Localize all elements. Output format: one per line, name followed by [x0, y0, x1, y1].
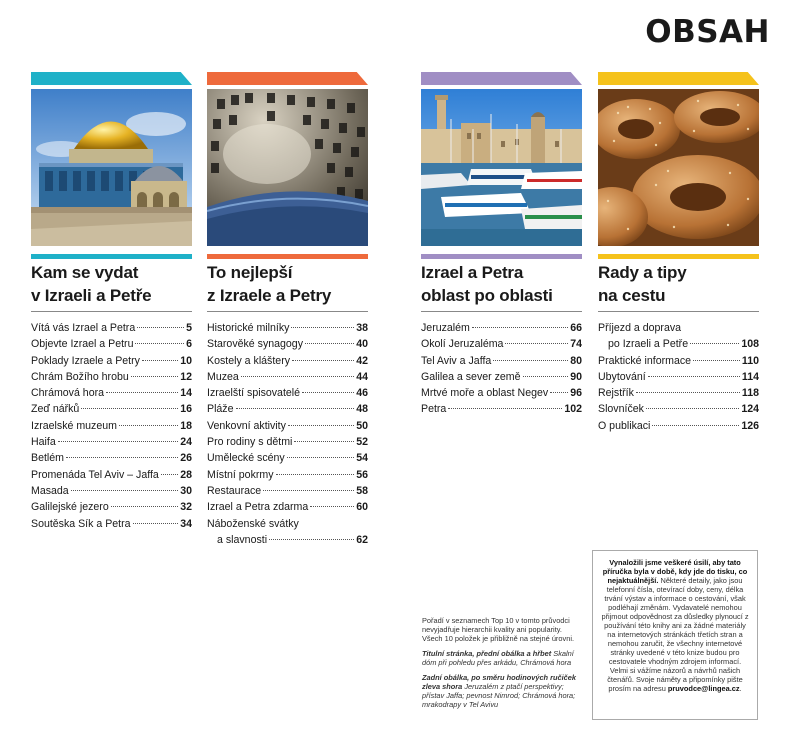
top10-note: Pořadí v seznamech Top 10 v tomto průvodci nevyjadřuje hierarchii kvality ani popularity. Všech 10 položek je přibližně na stejné úrovni. [422, 616, 575, 643]
toc-entry[interactable]: Okolí Jeruzaléma 74 [421, 338, 582, 351]
toc-column-where-to-go [31, 72, 192, 532]
toc-list [598, 312, 759, 434]
toc-entry[interactable]: Pláže 48 [207, 403, 368, 416]
toc-entry[interactable]: Místní pokrmy 56 [207, 468, 368, 481]
toc-entry[interactable]: Izraelské muzeum 18 [31, 419, 192, 432]
heading-line: z Izraele a Petry [207, 286, 332, 305]
column-tab [207, 72, 368, 85]
toc-entry[interactable]: Petra 102 [421, 403, 582, 416]
toc-entry[interactable]: Příjezd a doprava po Izraeli a Petře 108 [598, 322, 759, 351]
sesame-bread-photo [598, 89, 759, 246]
disclaimer-body: Některé detaily, jako jsou telefonní čísla, otevírací doby, ceny, délka trvání výstav a informace o cestování, však podléhají změnám. Vydavatelé nemohou přijmout odpovědnost za důsledky plynoucí z používání této knihy ani za žádné materiály na internetových stránkách třetích stran a nemohou zaručit, že všechny internetové stránky uvedené v této knize budou pro cestovatele vhodným zdrojem informací. Velmi si vážíme názorů a návrhů našich čtenářů. Svoje náměty a připomínky pište prosím na adresu [601, 576, 749, 693]
heading-line: oblast po oblasti [421, 286, 553, 305]
toc-entry[interactable]: Umělecké scény 54 [207, 452, 368, 465]
toc-entry[interactable]: Historické milníky 38 [207, 322, 368, 334]
toc-entry[interactable]: Mrtvé moře a oblast Negev 96 [421, 387, 582, 400]
jaffa-port-photo [421, 89, 582, 246]
toc-column-best-of [207, 72, 368, 548]
toc-entry[interactable]: Venkovní aktivity 50 [207, 419, 368, 432]
heading-rule [31, 254, 192, 259]
toc-column-regions [421, 72, 582, 418]
toc-entry[interactable]: Chrám Božího hrobu 12 [31, 370, 192, 383]
toc-entry[interactable]: Galilejské jezero 32 [31, 501, 192, 514]
hall-of-names-photo [207, 89, 368, 246]
disclaimer-lead: Vynaložili jsme veškeré úsilí, aby tato příručka byla v době, kdy jde do tisku, co nejaktuálnější. [602, 558, 748, 585]
toc-entry[interactable]: Vítá vás Izrael a Petra 5 [31, 322, 192, 334]
heading-line: v Izraeli a Petře [31, 286, 152, 305]
toc-entry[interactable]: Masada 30 [31, 484, 192, 497]
disclaimer-box: Vynaložili jsme veškeré úsilí, aby tato příručka byla v době, kdy jde do tisku, co nejaktuálnější. Některé detaily, jako jsou telefonní čísla, otevírací doby, ceny, délka trvání výstav a informace o cestování, však podléhají změnám. Vydavatelé nemohou přijmout odpovědnost za důsledky plynoucí z používání této knihy ani za žádné materiály na internetových stránkách třetích stran a nemohou zaručit, že všechny internetové stránky uvedené v této knize budou pro cestovatele vhodným zdrojem informací. Velmi si vážíme názorů a návrhů našich čtenářů. Svoje náměty a připomínky pište prosím na adresu pruvodce@lingea.cz. [592, 550, 758, 720]
toc-entry[interactable]: Starověké synagogy 40 [207, 338, 368, 351]
toc-entry[interactable]: Slovníček 124 [598, 403, 759, 416]
cover-credit: Titulní stránka, přední obálka a hřbet Skalní dóm při pohledu přes arkádu, Chrámová hora [422, 649, 574, 667]
toc-entry[interactable]: Náboženské svátky a slavnosti 62 [207, 517, 368, 546]
toc-entry[interactable]: Tel Aviv a Jaffa 80 [421, 354, 582, 367]
page-title: OBSAH [645, 14, 770, 50]
credits-note [422, 616, 584, 715]
toc-entry[interactable]: Izrael a Petra zdarma 60 [207, 501, 368, 514]
toc-entry[interactable]: Izraelští spisovatelé 46 [207, 387, 368, 400]
section-heading [31, 261, 192, 310]
toc-entry[interactable]: Ubytování 114 [598, 370, 759, 383]
toc-column-tips [598, 72, 759, 434]
toc-entry[interactable]: Soutěska Sík a Petra 34 [31, 517, 192, 530]
toc-entry[interactable]: Kostely a kláštery 42 [207, 354, 368, 367]
toc-entry[interactable]: Muzea 44 [207, 370, 368, 383]
heading-rule [598, 254, 759, 259]
toc-entry[interactable]: Promenáda Tel Aviv – Jaffa 28 [31, 468, 192, 481]
toc-entry[interactable]: Restaurace 58 [207, 484, 368, 497]
toc-entry[interactable]: Betlém 26 [31, 452, 192, 465]
toc-entry[interactable]: Haifa 24 [31, 436, 192, 449]
toc-list [421, 312, 582, 418]
toc-list [31, 312, 192, 532]
heading-line: Rady a tipy [598, 263, 687, 282]
back-cover-credit: Zadní obálka, po směru hodinových ručiček zleva shora Jeruzalém z ptačí perspektivy; přístav Jaffa; pevnost Nimrod; Chrámová hora; mrakodrapy v Tel Avivu [422, 673, 577, 709]
section-heading [598, 261, 759, 310]
toc-entry[interactable]: Zeď nářků 16 [31, 403, 192, 416]
toc-entry[interactable]: Chrámová hora 14 [31, 387, 192, 400]
toc-entry[interactable]: Objevte Izrael a Petru 6 [31, 338, 192, 351]
dome-of-the-rock-photo [31, 89, 192, 246]
toc-entry[interactable]: Galilea a sever země 90 [421, 370, 582, 383]
toc-entry[interactable]: Rejstřík 118 [598, 387, 759, 400]
toc-entry[interactable]: Praktické informace 110 [598, 354, 759, 367]
heading-rule [421, 254, 582, 259]
heading-line: na cestu [598, 286, 666, 305]
heading-line: Izrael a Petra [421, 263, 524, 282]
section-heading [207, 261, 368, 310]
heading-line: To nejlepší [207, 263, 293, 282]
heading-rule [207, 254, 368, 259]
toc-entry[interactable]: Pro rodiny s dětmi 52 [207, 436, 368, 449]
section-heading [421, 261, 582, 310]
contact-email[interactable]: pruvodce@lingea.cz [667, 684, 740, 693]
column-tab [31, 72, 192, 85]
toc-entry[interactable]: O publikaci 126 [598, 419, 759, 432]
heading-line: Kam se vydat [31, 263, 139, 282]
toc-entry[interactable]: Jeruzalém 66 [421, 322, 582, 334]
toc-list [207, 312, 368, 548]
column-tab [421, 72, 582, 85]
column-tab [598, 72, 759, 85]
toc-entry[interactable]: Poklady Izraele a Petry 10 [31, 354, 192, 367]
